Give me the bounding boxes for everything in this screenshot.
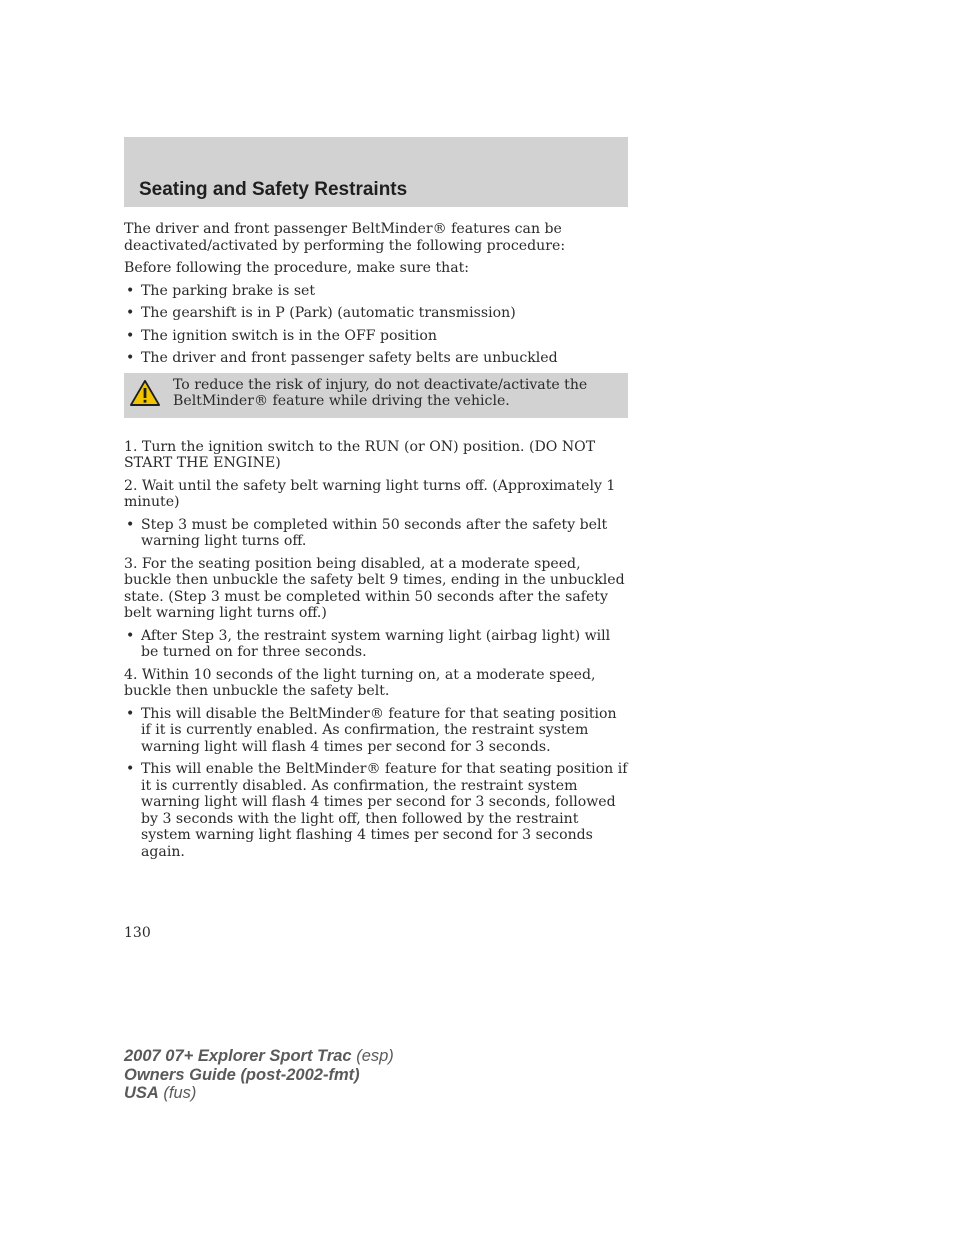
warning-box — [124, 373, 628, 418]
footer-line: Owners Guide (post-2002-fmt) — [124, 1065, 360, 1084]
document-footer — [124, 1047, 394, 1103]
list-item: • The driver and front passenger safety belts are unbuckled — [124, 350, 628, 367]
step-1: 1. Turn the ignition switch to the RUN (or ON) position. (DO NOT START THE ENGINE) — [124, 438, 596, 471]
section-header-band — [124, 137, 628, 207]
step-3-notes — [124, 628, 628, 661]
footer-line: USA (fus) — [124, 1084, 197, 1102]
list-item: • After Step 3, the restraint system warning light (airbag light) will be turned on for three seconds. — [124, 628, 628, 661]
intro-paragraph: The driver and front passenger BeltMinder® features can be deactivated/activated by performing the following procedure: — [124, 221, 566, 254]
list-item: • This will enable the BeltMinder® feature for that seating position if it is currently disabled. As confirmation, the restraint system warning light will flash 4 times per second for 3 seconds, followed by 3 seconds with the light off, then followed by the restraint system warning light flashing 4 times per second for 3 seconds again. — [124, 761, 628, 860]
precheck-list — [124, 283, 628, 367]
list-item: • Step 3 must be completed within 50 seconds after the safety belt warning light turns off. — [124, 517, 628, 550]
warning-text: To reduce the risk of injury, do not deactivate/activate the BeltMinder® feature while driving the vehicle. — [173, 376, 588, 409]
page-number: 130 — [124, 925, 151, 941]
list-item: • The gearshift is in P (Park) (automatic transmission) — [124, 305, 628, 322]
step-3: 3. For the seating position being disabled, at a moderate speed, buckle then unbuckle the safety belt 9 times, ending in the unbuckled state. (Step 3 must be completed within 50 seconds after the safety belt warning light turns off.) — [124, 555, 625, 621]
warning-triangle-icon — [129, 379, 161, 408]
list-item: • The parking brake is set — [124, 283, 628, 300]
footer-line: 2007 07+ Explorer Sport Trac (esp) — [124, 1047, 394, 1065]
intro-paragraph: Before following the procedure, make sure that: — [124, 260, 470, 276]
step-4: 4. Within 10 seconds of the light turning on, at a moderate speed, buckle then unbuckle the safety belt. — [124, 666, 596, 699]
step-2: 2. Wait until the safety belt warning light turns off. (Approximately 1 minute) — [124, 477, 616, 510]
step-4-notes — [124, 706, 628, 861]
list-item: • This will disable the BeltMinder® feature for that seating position if it is currently enabled. As confirmation, the restraint system warning light will flash 4 times per second for 3 seconds. — [124, 706, 628, 756]
page-content — [124, 221, 628, 866]
section-title: Seating and Safety Restraints — [139, 179, 408, 200]
step-2-notes — [124, 517, 628, 550]
list-item: • The ignition switch is in the OFF position — [124, 328, 628, 345]
